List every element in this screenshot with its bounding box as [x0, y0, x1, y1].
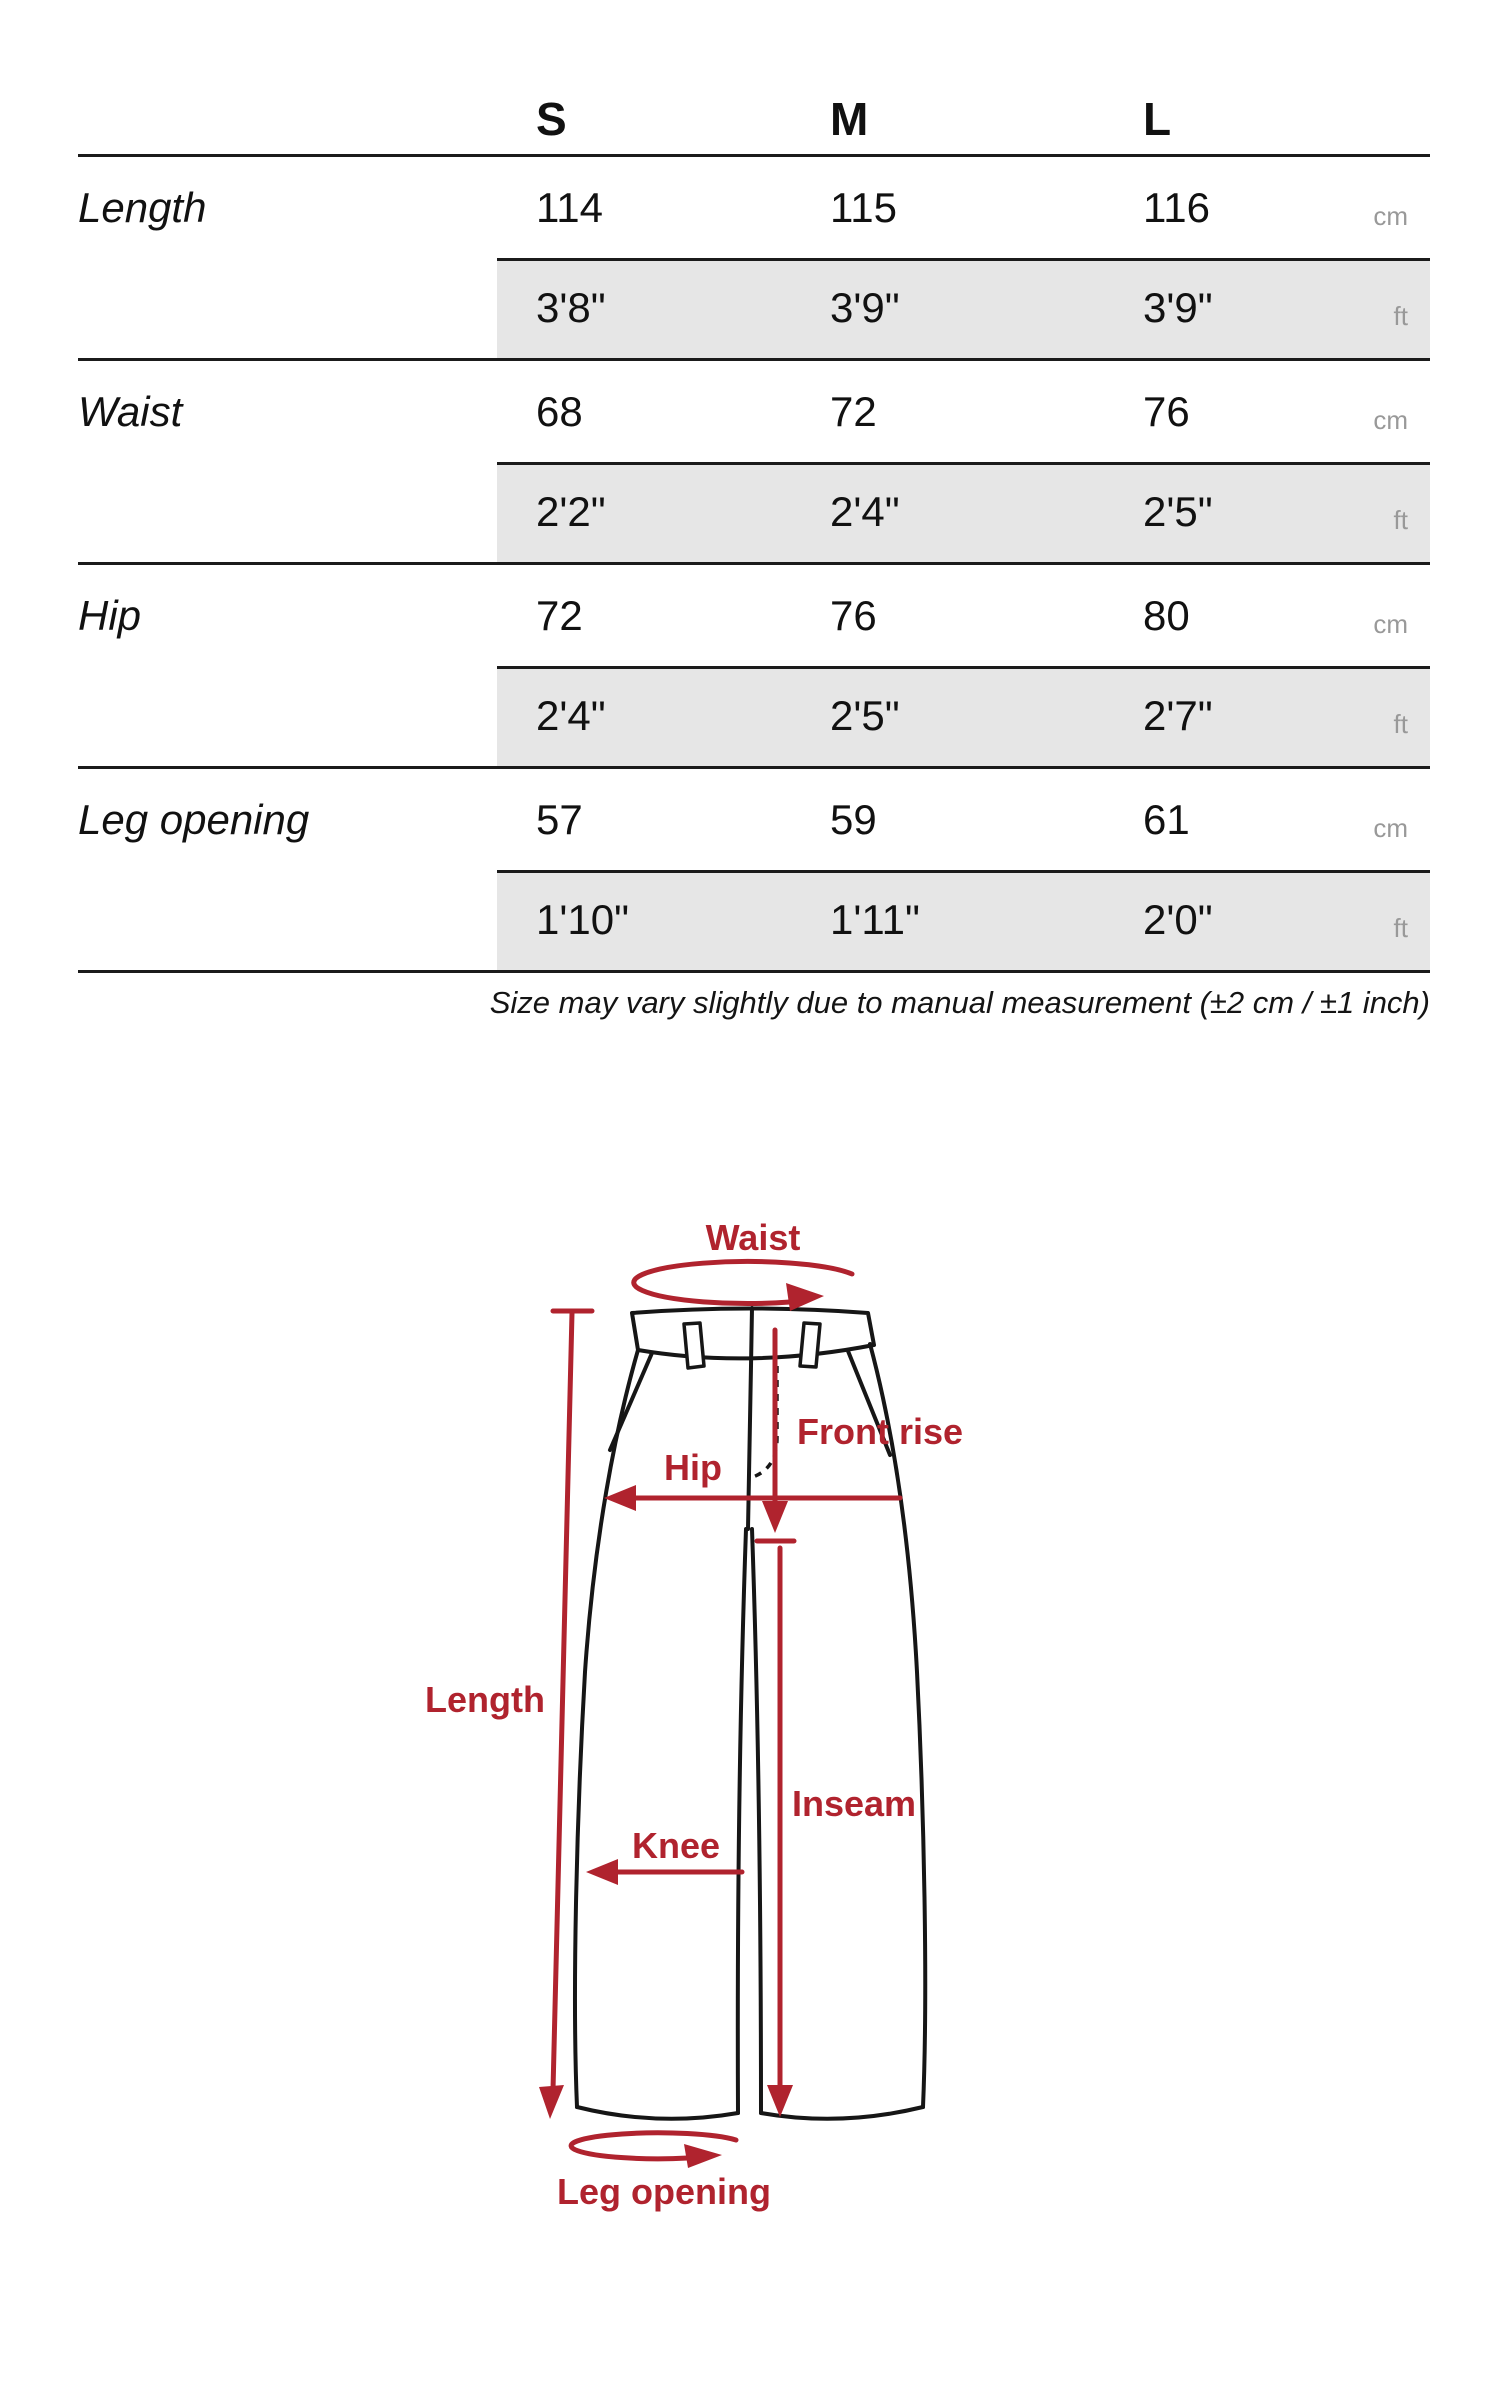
- row-hip-cm: [78, 565, 1430, 666]
- unit-label-ft: ft: [1393, 301, 1408, 331]
- value-cell: 72: [536, 591, 583, 639]
- value-cell: 115: [830, 183, 897, 231]
- value-cell: 68: [536, 387, 583, 435]
- row-leg-opening-ft: [78, 870, 1430, 973]
- value-cell: 2'0": [1143, 896, 1213, 943]
- column-header-m: M: [830, 93, 869, 145]
- measurement-label: Length: [78, 183, 207, 231]
- left-outer-seam: [575, 1350, 638, 2107]
- value-cell: 3'8": [536, 284, 606, 331]
- value-cell: 3'9": [1143, 284, 1213, 331]
- value-cell: 116: [1143, 183, 1210, 231]
- unit-label-cm: cm: [1373, 813, 1408, 843]
- inseam-arrow: [767, 1548, 793, 2117]
- value-cell: 2'7": [1143, 692, 1213, 739]
- unit-label-cm: cm: [1373, 609, 1408, 639]
- value-cell: 2'2": [536, 488, 606, 535]
- size-table: [78, 80, 1430, 973]
- value-cell: 2'4": [830, 488, 900, 535]
- ft-row-band: [497, 870, 1430, 970]
- front-rise-arrow: [757, 1330, 794, 1541]
- leg-opening-label: Leg opening: [557, 2171, 771, 2212]
- waistband-center-seam: [751, 1308, 752, 1366]
- unit-label-cm: cm: [1373, 201, 1408, 231]
- knee-label: Knee: [631, 1825, 721, 1866]
- unit-label-cm: cm: [1373, 405, 1408, 435]
- left-pocket-line: [610, 1353, 652, 1450]
- right-belt-loop: [800, 1323, 820, 1367]
- hip-arrow: [604, 1485, 900, 1511]
- right-inner-seam: [752, 1529, 761, 2113]
- size-table-header: [78, 80, 1430, 157]
- value-cell: 76: [1143, 387, 1190, 435]
- ft-row-band: [497, 462, 1430, 562]
- inseam-label: Inseam: [792, 1783, 917, 1824]
- right-hem: [761, 2107, 923, 2119]
- row-leg-opening-cm: [78, 769, 1430, 870]
- unit-label-ft: ft: [1393, 505, 1408, 535]
- measurement-disclaimer-note: Size may vary slightly due to manual measurement (±2 cm / ±1 inch): [489, 985, 1430, 1020]
- column-header-s: S: [536, 93, 568, 145]
- value-cell: 76: [830, 591, 877, 639]
- row-length-cm: [78, 157, 1430, 258]
- row-length-ft: [78, 258, 1430, 361]
- ft-row-band: [497, 258, 1430, 358]
- center-front-seam: [748, 1366, 751, 1529]
- value-cell: 114: [536, 183, 603, 231]
- value-cell: 72: [830, 387, 877, 435]
- length-label: Length: [425, 1679, 545, 1720]
- waist-label: Waist: [705, 1217, 801, 1258]
- value-cell: 2'5": [830, 692, 900, 739]
- column-header-l: L: [1143, 93, 1172, 145]
- ft-row-band: [497, 666, 1430, 766]
- waist-arrow: [634, 1261, 852, 1311]
- value-cell: 61: [1143, 795, 1190, 843]
- measurement-label: Leg opening: [78, 795, 310, 843]
- right-outer-seam: [870, 1344, 925, 2107]
- hip-label: Hip: [664, 1447, 722, 1488]
- leg-opening-arrow: [571, 2133, 736, 2168]
- row-waist-cm: [78, 361, 1430, 462]
- value-cell: 1'10": [536, 896, 630, 943]
- value-cell: 2'4": [536, 692, 606, 739]
- row-waist-ft: [78, 462, 1430, 565]
- front-rise-label: Front rise: [797, 1411, 964, 1452]
- measurement-label: Waist: [78, 387, 183, 435]
- value-cell: 80: [1143, 591, 1190, 639]
- left-belt-loop: [684, 1323, 704, 1368]
- value-cell: 59: [830, 795, 877, 843]
- left-hem: [577, 2107, 738, 2119]
- value-cell: 1'11": [830, 896, 920, 943]
- measurement-label: Hip: [78, 591, 142, 639]
- value-cell: 2'5": [1143, 488, 1213, 535]
- value-cell: 3'9": [830, 284, 900, 331]
- value-cell: 57: [536, 795, 583, 843]
- unit-label-ft: ft: [1393, 709, 1408, 739]
- row-hip-ft: [78, 666, 1430, 769]
- left-inner-seam: [738, 1529, 746, 2113]
- unit-label-ft: ft: [1393, 913, 1408, 943]
- pants-measurement-diagram: [0, 1190, 1500, 2220]
